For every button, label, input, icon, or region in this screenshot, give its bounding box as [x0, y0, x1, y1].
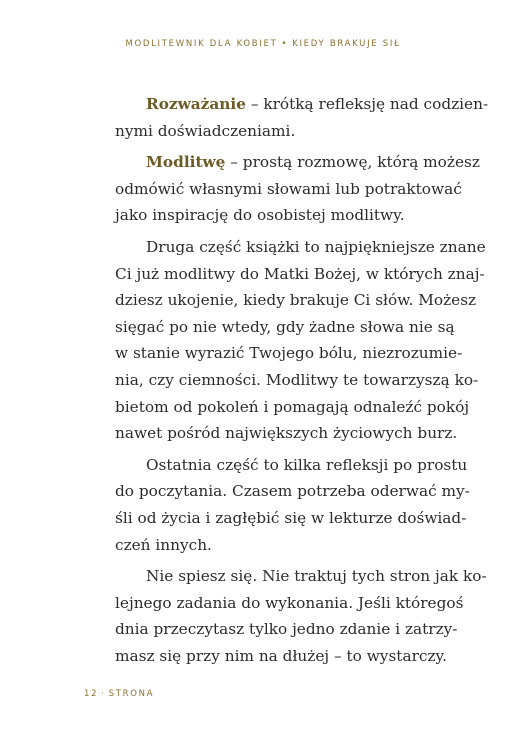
text-line: w stanie wyrazić Twojego bólu, niezrozumie-	[115, 344, 463, 363]
text-line: bietom od pokoleń i pomagają odnaleźć pokój	[115, 397, 470, 416]
paragraph-rozwazanie	[84, 91, 489, 144]
header-separator: •	[281, 39, 289, 49]
paragraph-modlitwe	[84, 149, 480, 229]
paragraph-druga-czesc	[84, 234, 486, 447]
text-line: odmówić własnymi słowami lub potraktować	[115, 179, 462, 198]
header-book-title: MODLITEWNIK DLA KOBIET	[125, 39, 278, 49]
folio-label: STRONA	[108, 689, 155, 699]
page-number: 12	[84, 689, 99, 699]
text-line: Druga część książki to najpiękniejsze znane	[146, 237, 486, 256]
text-line: czeń innych.	[115, 535, 212, 554]
text-line: sięgać po nie wtedy, gdy żadne słowa nie są	[115, 317, 455, 336]
text-line: Nie spiesz się. Nie traktuj tych stron jak ko-	[146, 567, 487, 586]
text-line: nia, czy ciemności. Modlitwy te towarzyszą ko-	[115, 370, 479, 389]
text-line: jako inspirację do osobistej modlitwy.	[115, 206, 405, 225]
text-line: nawet pośród największych życiowych burz.	[115, 424, 458, 443]
text-line: śli od życia i zagłębić się w lekturze doświad-	[115, 508, 467, 527]
text-line: dnia przeczytasz tylko jedno zdanie i zatrzy-	[115, 620, 458, 639]
text-line: Ci już modlitwy do Matki Bożej, w których znaj-	[115, 264, 485, 283]
text-line: dziesz ukojenie, kiedy brakuje Ci słów. Możesz	[115, 291, 477, 310]
text-line: Rozważanie – krótką refleksję nad codzien-	[146, 95, 489, 113]
folio-separator: ·	[101, 689, 106, 699]
text-line: Ostatnia część to kilka refleksji po prostu	[146, 455, 468, 474]
page-folio	[84, 689, 154, 699]
paragraph-nie-spiesz-sie	[84, 563, 487, 669]
text-line: masz się przy nim na dłużej – to wystarczy.	[115, 646, 447, 665]
body-text	[84, 91, 489, 674]
term-modlitwe: Modlitwę	[146, 153, 226, 172]
text-line: nymi doświadczeniami.	[115, 121, 296, 140]
text-line: do poczytania. Czasem potrzeba oderwać my-	[115, 482, 470, 501]
text-line: lejnego zadania do wykonania. Jeśli któregoś	[115, 593, 464, 612]
paragraph-ostatnia-czesc	[84, 452, 470, 558]
text-line: Modlitwę – prostą rozmowę, którą możesz	[146, 153, 480, 172]
header-chapter-title: KIEDY BRAKUJE SIŁ	[292, 39, 401, 49]
term-rozwazanie: Rozważanie	[146, 95, 246, 113]
running-header	[0, 39, 526, 49]
